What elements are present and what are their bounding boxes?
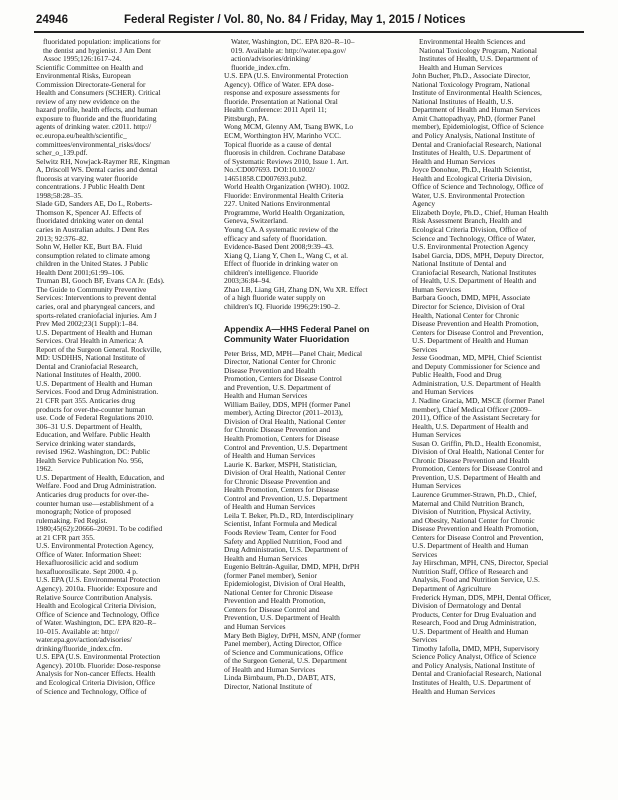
text-line: and Ecological Criteria Division, Office xyxy=(36,678,156,688)
text-line: Programme, World Health Organization, xyxy=(224,207,345,217)
text-line: Education, and Welfare. Public Health xyxy=(36,430,151,440)
text-line: National Toxicology Program, National xyxy=(419,45,537,55)
text-line: Office of Water. Information Sheet: xyxy=(36,549,142,559)
panel-member-entry xyxy=(224,563,396,631)
panel-member-entry xyxy=(412,491,588,559)
text-line: Laurie K. Barker, MSPH, Statistician, xyxy=(224,459,337,469)
text-line: Assoc 1995;126:1617–24. xyxy=(43,54,122,64)
text-line: 14651858.CD007693.pub2. xyxy=(224,173,307,183)
text-line: U.S. Department of Health and Human xyxy=(36,327,153,337)
text-line: U.S. EPA (U.S. Environmental Protection xyxy=(224,71,349,81)
text-line: of Health and Human Services xyxy=(224,664,316,674)
text-line: and Policy Analysis, National Institute of xyxy=(412,131,535,141)
text-line: Prev Med 2002;23(1 Suppl):1–84. xyxy=(36,319,139,329)
text-line: Institutes of Health, U.S. Department of xyxy=(419,54,538,64)
running-title: Federal Register / Vol. 80, No. 84 / Friday, May 1, 2015 / Notices xyxy=(124,14,466,26)
text-line: Effect of fluoride in drinking water on xyxy=(224,259,338,269)
text-line: Health, National Center for Chronic xyxy=(412,310,520,320)
text-line: Health and Ecological Criteria Division, xyxy=(36,601,156,611)
text-line: Linda Birnbaum, Ph.D., DABT, ATS, xyxy=(224,673,336,683)
text-line: fluorosis in children. Cochrane Database xyxy=(224,148,346,158)
text-line: member), Epidemiologist, Office of Science xyxy=(412,122,544,132)
text-line: Fluoride: Environmental Health Criteria xyxy=(224,190,344,200)
panel-member-entry xyxy=(412,294,588,354)
text-line: Craniofacial Research, National Institutes xyxy=(412,267,537,277)
text-line: Truman BI, Gooch BF, Evans CA Jr. (Eds). xyxy=(36,276,165,286)
text-line: Health and Human Services xyxy=(419,62,503,72)
text-line: Isabel Garcia, DDS, MPH, Deputy Director, xyxy=(412,250,544,260)
text-line: of Water. Washington, DC. EPA 820–R– xyxy=(36,618,157,628)
text-line: Ecological Criteria Division, Office of xyxy=(412,225,527,235)
text-line: Safety and Applied Nutrition, Food and xyxy=(224,536,342,546)
text-line: Susan O. Griffin, Ph.D., Health Economist, xyxy=(412,438,541,448)
text-line: Relative Source Contribution Analysis. xyxy=(36,592,153,602)
text-line: No.:CD007693. DOI:10.1002/ xyxy=(224,165,315,175)
column-1 xyxy=(36,38,206,696)
text-line: John Bucher, Ph.D., Associate Director, xyxy=(412,71,531,81)
text-line: U.S. Environmental Protection Agency xyxy=(412,242,529,252)
header-rule xyxy=(34,31,584,33)
text-line: ECM, Worthington HV, Marinho VCC. xyxy=(224,131,341,141)
text-line: fluoridated population: implications for xyxy=(43,37,161,46)
text-line: consumption related to climate among xyxy=(36,250,151,260)
text-line: U.S. Department of Health and Human xyxy=(36,378,153,388)
text-line: Mary Beth Bigley, DrPH, MSN, ANP (former xyxy=(224,630,361,640)
text-line: Jay Hirschman, MPH, CNS, Director, Special xyxy=(412,558,549,568)
text-line: Human Services xyxy=(412,430,461,440)
column-3 xyxy=(412,38,588,696)
text-line: Office of Science and Technology, Office xyxy=(36,609,160,619)
panel-member-entry xyxy=(412,115,588,166)
text-line: Commission Directorate-General for xyxy=(36,79,146,89)
text-line: Amit Chattopadhyay, PhD, (former Panel xyxy=(412,113,536,123)
text-line: Director, National Center for Chronic xyxy=(224,357,336,367)
text-line: Prevention, U.S. Department of Health and xyxy=(412,472,541,482)
text-line: Timothy Iafolla, DMD, MPH, Supervisory xyxy=(412,643,540,653)
text-line: National Institute of Dental and xyxy=(412,259,507,269)
text-line: 019. Available at: http://water.epa.gov/ xyxy=(231,45,347,55)
text-line: U.S. EPA (U.S. Environmental Protection xyxy=(36,575,161,585)
reference-entry xyxy=(224,123,396,183)
text-line: Health and Human Services xyxy=(224,553,308,563)
text-line: A, Driscoll WS. Dental caries and dental xyxy=(36,165,158,175)
text-line: Services. Oral Health in America: A xyxy=(36,336,144,346)
reference-entry xyxy=(224,226,396,252)
text-line: hexafluorosilicate. Sept 2000. 4 p. xyxy=(36,566,138,576)
text-line: Promotion, Centers for Disease Control xyxy=(224,374,342,384)
text-line: hazard profile, health effects, and human xyxy=(36,105,158,115)
reference-entry xyxy=(36,38,206,64)
text-line: 306–31 U.S. Department of Health, xyxy=(36,421,142,431)
reference-entry xyxy=(36,380,206,474)
text-line: Selwitz RH, Nowjack-Raymer RE, Kingman xyxy=(36,156,170,166)
text-line: U.S. Department of Health and Human xyxy=(412,336,529,346)
text-line: National Institutes of Health, 2000. xyxy=(36,370,141,380)
text-line: Disease Prevention and Health Promotion, xyxy=(412,524,539,534)
text-line: Promotion, Centers for Disease Control and xyxy=(412,464,543,474)
text-line: action/advisories/drinking/ xyxy=(231,54,311,64)
text-line: and Deputy Commissioner for Science and xyxy=(412,361,540,371)
text-line: Hexafluorosilicic acid and sodium xyxy=(36,558,139,568)
appendix-heading xyxy=(224,324,396,344)
text-line: rulemaking. Fed Regist. xyxy=(36,515,108,525)
text-line: Leila T. Beker, Ph.D., RD, Interdisciplinary xyxy=(224,510,354,520)
text-line: for Chronic Disease Prevention and xyxy=(224,476,331,486)
text-line: Institutes of Health, U.S. Department of xyxy=(412,678,531,688)
panel-member-entry xyxy=(412,38,588,72)
text-line: Anticaries drug products for over-the- xyxy=(36,489,150,499)
text-line: Agency). Office of Water. EPA dose- xyxy=(224,79,334,89)
text-line: World Health Organization (WHO). 1002. xyxy=(224,182,350,192)
text-line: Young CA. A systematic review of the xyxy=(224,225,339,235)
text-line: use. Code of Federal Regulations 2010. xyxy=(36,413,154,423)
text-line: children's intelligence. Fluoride xyxy=(224,267,319,277)
text-line: Department of Agriculture xyxy=(412,584,491,593)
text-line: and Policy Analysis, National Institute of xyxy=(412,660,535,670)
text-line: Division of Nutrition, Physical Activity, xyxy=(412,507,531,517)
panel-member-entry xyxy=(224,350,396,401)
text-line: scher_o_139.pdf. xyxy=(36,148,88,158)
text-line: of the Surgeon General, U.S. Department xyxy=(224,656,347,666)
text-line: Xiang Q, Liang Y, Chen L, Wang C, et al. xyxy=(224,250,349,260)
reference-entry xyxy=(36,243,206,277)
text-line: the dentist and hygienist. J Am Dent xyxy=(43,45,152,55)
panel-member-entry xyxy=(412,354,588,397)
panel-member-entry xyxy=(224,512,396,563)
text-line: Centers for Disease Control and xyxy=(224,604,320,614)
text-line: children's IQ. Fluoride 1996;29:190–2. xyxy=(224,301,340,311)
text-line: and Prevention, U.S. Department of xyxy=(224,382,331,392)
page-number: 24946 xyxy=(36,14,68,26)
text-line: Dental and Craniofacial Research, National xyxy=(412,139,542,149)
text-line: U.S. Department of Health, Education, and xyxy=(36,472,165,482)
text-line: of Health and Human Services xyxy=(224,502,316,512)
text-line: Chronic Disease Prevention and Health xyxy=(412,455,530,465)
text-line: and Human Services xyxy=(412,387,474,397)
text-line: caries, oral and pharyngeal cancers, and xyxy=(36,301,155,311)
text-line: Service drinking water standards, xyxy=(36,438,136,448)
text-line: Science Policy Analyst, Office of Science xyxy=(412,652,537,662)
text-line: 2011), Office of the Assistant Secretary for xyxy=(412,413,540,423)
text-line: Services xyxy=(412,549,438,559)
text-line: Environmental Health Sciences and xyxy=(419,37,526,46)
text-line: Division of Oral Health, National Center xyxy=(224,416,346,426)
text-line: 2003;36:84–94. xyxy=(224,276,271,286)
text-line: National Center for Chronic Disease xyxy=(224,587,333,597)
page-header xyxy=(36,14,584,32)
text-line: Division of Oral Health, National Center for xyxy=(412,447,544,457)
text-line: Joyce Donohue, Ph.D., Health Scientist, xyxy=(412,165,532,175)
text-line: 1998;58:28–35. xyxy=(36,190,83,200)
text-line: U.S. Environmental Protection Agency, xyxy=(36,541,154,551)
text-line: Health Dent 2001;61:99–106. xyxy=(36,267,125,277)
text-line: revised 1962. Washington, DC: Public xyxy=(36,447,151,457)
text-line: Services: Interventions to prevent dental xyxy=(36,293,157,303)
text-line: review of any new evidence on the xyxy=(36,96,140,106)
reference-entry xyxy=(36,329,206,380)
text-line: Slade GD, Sanders AE, Do L, Roberts- xyxy=(36,199,153,209)
text-line: Control and Prevention, U.S. Department xyxy=(224,493,348,503)
text-line: Health and Human Services xyxy=(412,156,496,166)
text-line: Scientist, Infant Formula and Medical xyxy=(224,519,337,529)
text-line: for Chronic Disease Prevention and xyxy=(224,425,331,435)
panel-member-entry xyxy=(412,252,588,295)
text-line: Division of Oral Health, National Center xyxy=(224,468,346,478)
text-line: fluoride_index.cfm. xyxy=(231,62,291,72)
text-line: Disease Prevention and Health Promotion, xyxy=(412,319,539,329)
text-line: Institute of Environmental Health Sciences, xyxy=(412,88,542,98)
reference-entry xyxy=(224,72,396,123)
text-line: Zhao LB, Liang GH, Zhang DN, Wu XR. Effect xyxy=(224,284,368,294)
text-line: Water, Washington, DC. EPA 820–R–10– xyxy=(231,37,355,46)
text-line: William Bailey, DDS, MPH (former Panel xyxy=(224,399,351,409)
text-line: Peter Briss, MD, MPH—Panel Chair, Medical xyxy=(224,348,363,358)
text-line: Laurence Grummer-Strawn, Ph.D., Chief, xyxy=(412,489,537,499)
text-line: Epidemiologist, Division of Oral Health, xyxy=(224,579,346,589)
text-line: fluorosis at varying water fluoride xyxy=(36,173,138,183)
text-line: Control and Prevention, U.S. Department xyxy=(224,442,348,452)
text-line: (former Panel member), Senior xyxy=(224,570,317,580)
text-line: J. Nadine Gracia, MD, MSCE (former Panel xyxy=(412,395,545,405)
text-line: Services. Food and Drug Administration. xyxy=(36,387,159,397)
text-line: Institutes of Health, U.S. Department of xyxy=(412,148,531,158)
text-line: Elizabeth Doyle, Ph.D., Chief, Human Health xyxy=(412,207,549,217)
panel-member-entry xyxy=(412,594,588,645)
text-line: at 21 CFR part 355. xyxy=(36,532,95,542)
panel-member-entry xyxy=(412,645,588,696)
text-line: Services xyxy=(412,344,438,354)
text-line: Prevention and Health Promotion, xyxy=(224,596,326,606)
text-line: National Toxicology Program, National xyxy=(412,79,530,89)
text-line: The Guide to Community Preventive xyxy=(36,284,147,294)
panel-member-entry xyxy=(224,632,396,675)
reference-entry xyxy=(224,38,396,72)
text-line: Report of the Surgeon General. Rockville, xyxy=(36,344,162,354)
text-line: Jesse Goodman, MD, MPH, Chief Scientist xyxy=(412,353,542,363)
text-line: Human Services xyxy=(412,481,461,491)
text-line: Centers for Disease Control and Prevention, xyxy=(412,327,544,337)
reference-entry xyxy=(36,474,206,542)
reference-entry xyxy=(36,277,206,328)
text-line: Science and Technology, Office of Water, xyxy=(412,233,536,243)
text-line: response and exposure assessments for xyxy=(224,88,340,98)
text-line: and Obesity, National Center for Chronic xyxy=(412,515,535,525)
text-line: Services xyxy=(412,635,438,645)
reference-entry xyxy=(36,542,206,576)
text-line: Water, U.S. Environmental Protection xyxy=(412,190,525,200)
text-line: Wong MCM, Glenny AM, Tsang BWK, Lo xyxy=(224,122,354,132)
text-line: Welfare. Food and Drug Administration. xyxy=(36,481,157,491)
text-line: Disease Prevention and Health xyxy=(224,365,316,375)
text-line: Agency). 2010b. Fluoride: Dose-response xyxy=(36,660,161,670)
text-line: children in the United States. J Public xyxy=(36,259,149,269)
text-line: Department of Health and Human Services xyxy=(412,105,541,115)
text-line: Director for Science, Division of Oral xyxy=(412,301,525,311)
text-line: 1980;45(62):20666–20691. To be codified xyxy=(36,524,163,534)
text-line: Dental and Craniofacial Research, National xyxy=(412,669,542,679)
text-line: Eugenio Beltrán-Aguilar, DMD, MPH, DrPH xyxy=(224,562,360,572)
text-line: Health and Human Services xyxy=(412,686,496,696)
text-line: 21 CFR part 355. Anticaries drug xyxy=(36,395,136,405)
text-line: Barbara Gooch, DMD, MPH, Associate xyxy=(412,293,531,303)
text-line: Risk Assessment Branch, Health and xyxy=(412,216,522,226)
appendix-heading-line: Appendix A—HHS Federal Panel on xyxy=(224,323,370,334)
text-line: Topical fluoride as a cause of dental xyxy=(224,139,332,149)
text-line: Thomson K, Spencer AJ. Effects of xyxy=(36,207,142,217)
text-line: Director, National Institute of xyxy=(224,681,313,691)
reference-entry xyxy=(36,576,206,653)
text-line: sports-related craniofacial injuries. Am J xyxy=(36,310,157,320)
text-line: member), Chief Medical Officer (2009– xyxy=(412,404,532,414)
panel-member-entry xyxy=(412,440,588,491)
text-line: Drug Administration, U.S. Department of xyxy=(224,545,348,555)
text-line: U.S. Department of Health and Human xyxy=(412,626,529,636)
text-line: of Systematic Reviews 2010, Issue 1. Art. xyxy=(224,156,349,166)
text-line: Analysis, Food and Nutrition Service, U.S. xyxy=(412,575,540,585)
text-line: Human Services xyxy=(412,284,461,294)
text-line: 2013; 92:376–82. xyxy=(36,233,89,243)
panel-member-entry xyxy=(412,559,588,593)
text-line: of Health, U.S. Department of Health and xyxy=(412,276,537,286)
column-2 xyxy=(224,38,396,691)
text-line: committees/environmental_risks/docs/ xyxy=(36,139,151,149)
text-line: Nutrition Staff, Office of Research and xyxy=(412,566,528,576)
text-line: Analysis for Non-cancer Effects. Health xyxy=(36,669,156,679)
panel-member-entry xyxy=(224,401,396,461)
reference-entry xyxy=(224,252,396,286)
text-line: exposure to fluoride and the fluoridating xyxy=(36,113,157,123)
text-line: concentrations. J Public Health Dent xyxy=(36,182,145,192)
text-line: Agency). 2010a. Fluoride: Exposure and xyxy=(36,584,158,593)
reference-entry xyxy=(36,653,206,696)
appendix-heading-line: Community Water Fluoridation xyxy=(224,333,350,344)
text-line: Foods Review Team, Center for Food xyxy=(224,527,337,537)
panel-member-entry xyxy=(412,397,588,440)
text-line: Health, U.S. Department of Health and xyxy=(412,421,529,431)
text-line: Public Health, Food and Drug xyxy=(412,370,502,380)
text-line: of Health and Human Services xyxy=(224,451,316,461)
text-line: National Institutes of Health, U.S. xyxy=(412,96,514,106)
text-line: Pittsburgh, PA. xyxy=(224,113,269,123)
text-line: Health and Human Services xyxy=(224,391,308,401)
text-line: of Science and Technology, Office of xyxy=(36,686,147,696)
text-line: counter human use—establishment of a xyxy=(36,498,154,508)
panel-member-entry xyxy=(412,209,588,252)
text-line: agents of drinking water. c2011. http:// xyxy=(36,122,152,132)
text-line: water.epa.gov/action/advisories/ xyxy=(36,635,132,645)
text-line: Health Service Publication No. 956, xyxy=(36,455,144,465)
text-line: drinking/fluoride_index.cfm. xyxy=(36,643,123,653)
reference-entry xyxy=(36,200,206,243)
text-line: 1962. xyxy=(36,464,53,474)
panel-member-entry xyxy=(412,166,588,209)
reference-entry xyxy=(224,183,396,226)
text-line: Health and Ecological Criteria Division, xyxy=(412,173,532,183)
text-line: and Human Services xyxy=(224,622,286,631)
text-line: monograph; Notice of proposed xyxy=(36,507,131,517)
text-line: Prevention, U.S. Department of Health xyxy=(224,613,340,623)
text-line: fluoride. Presentation at National Oral xyxy=(224,96,338,106)
text-line: Health Conference: 2011 April 11; xyxy=(224,105,327,115)
text-line: member), Acting Director (2011–2013), xyxy=(224,408,343,418)
text-line: Evidence-Based Dent 2008;9:39–43. xyxy=(224,242,334,252)
reference-entry xyxy=(36,158,206,201)
text-line: U.S. Department of Health and Human xyxy=(412,541,529,551)
text-line: 227. United Nations Environmental xyxy=(224,199,331,209)
panel-member-entry xyxy=(412,72,588,115)
text-line: Health Promotion, Centers for Disease xyxy=(224,485,340,495)
panel-member-entry xyxy=(224,674,396,691)
reference-entry xyxy=(36,64,206,158)
text-line: Health Promotion, Centers for Disease xyxy=(224,433,340,443)
panel-member-entry xyxy=(224,461,396,512)
text-line: products for over-the-counter human xyxy=(36,404,146,414)
text-line: Health and Consumers (SCHER). Critical xyxy=(36,88,161,98)
text-line: ec.europa.eu/health/scientific_ xyxy=(36,131,127,141)
text-line: Sohn W, Heller KE, Burt BA. Fluid xyxy=(36,242,142,252)
text-line: Dental and Craniofacial Research, xyxy=(36,361,139,371)
text-line: U.S. EPA (U.S. Environmental Protection xyxy=(36,652,161,662)
text-line: Centers for Disease Control and Prevention, xyxy=(412,532,544,542)
text-line: of a high fluoride water supply on xyxy=(224,293,326,303)
text-line: Scientific Committee on Health and xyxy=(36,62,143,72)
text-line: fluoridated drinking water on dental xyxy=(36,216,144,226)
text-line: Products, Center for Drug Evaluation and xyxy=(412,609,536,619)
text-line: Research, Food and Drug Administration, xyxy=(412,618,537,628)
reference-entry xyxy=(224,286,396,312)
text-line: of Science and Communications, Office xyxy=(224,647,344,657)
text-line: Office of Science and Technology, Office of xyxy=(412,182,544,192)
text-line: MD: USDHHS, National Institute of xyxy=(36,353,146,363)
text-line: Administration, U.S. Department of Health xyxy=(412,378,541,388)
text-line: 10–015. Available at: http:// xyxy=(36,626,119,636)
text-line: Panel member), Acting Director, Office xyxy=(224,639,342,649)
text-line: caries in Australian adults. J Dent Res xyxy=(36,225,149,235)
text-line: Geneva, Switzerland. xyxy=(224,216,288,226)
text-line: efficacy and safety of fluoridation. xyxy=(224,233,327,243)
text-line: Agency xyxy=(412,199,436,209)
text-line: Maternal and Child Nutrition Branch, xyxy=(412,498,525,508)
text-line: Division of Dermatology and Dental xyxy=(412,601,522,611)
text-line: Frederick Hyman, DDS, MPH, Dental Officer, xyxy=(412,592,551,602)
text-line: Environmental Risks, European xyxy=(36,71,131,81)
